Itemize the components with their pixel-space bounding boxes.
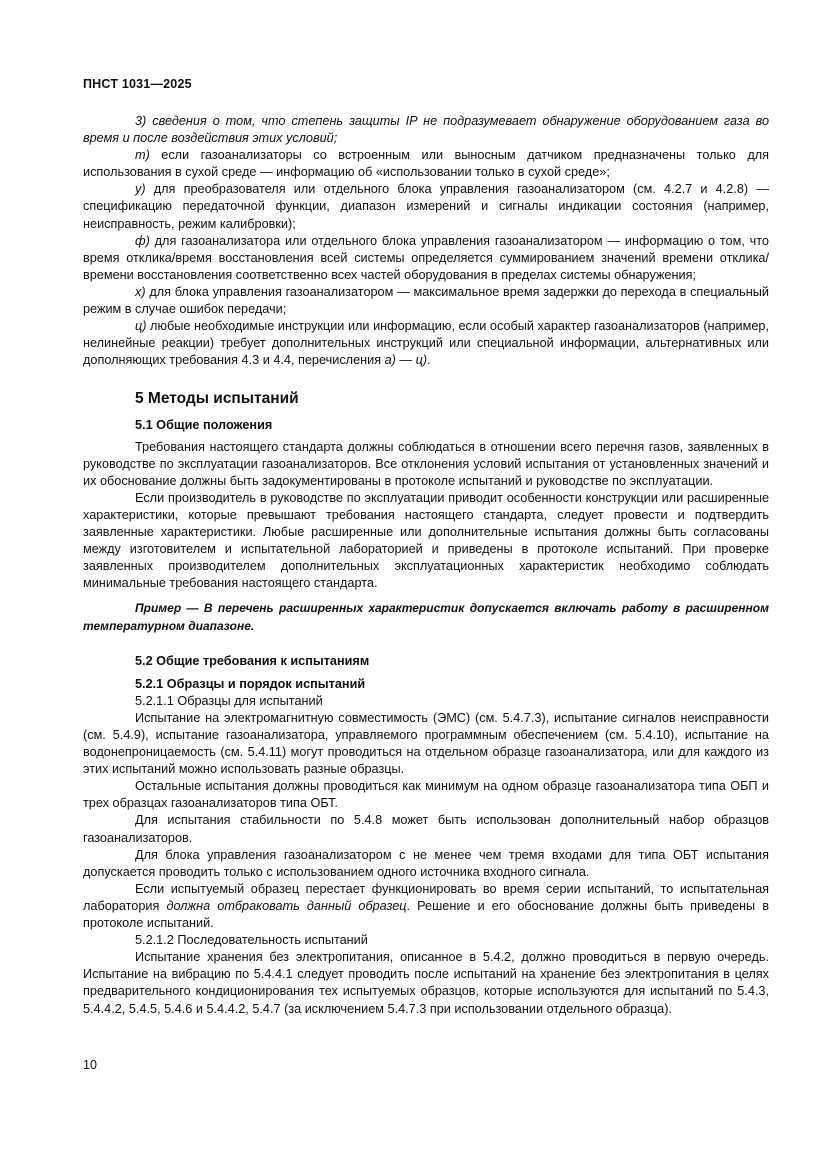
- page-number: 10: [83, 1058, 97, 1072]
- paragraph: Для испытания стабильности по 5.4.8 может быть использован дополнительный набор образцов газоанализаторов.: [83, 813, 769, 845]
- paragraph: Требования настоящего стандарта должны соблюдаться в отношении всего перечня газов, заявленных в руководстве по эксплуатации газоанализаторов. Все отклонения условий испытания от установленных значений и их обоснование должны быть задокументированы в протоколе испытаний и руководстве по эксплуатации.: [83, 439, 769, 488]
- paragraph: Если производитель в руководстве по эксплуатации приводит особенности конструкции или расширенные характеристики, которые превышают требования настоящего стандарта, следует провести и подтвердить заявленные характеристики. Любые расширенные или дополнительные испытания должны быть согласованы между изготовителем и испытательной лабораторией и приведены в протоколе испытаний. При проверке заявленных производителем дополнительных эксплуатационных характеристик необходимо соблюдать минимальные требования настоящего стандарта.: [83, 490, 769, 591]
- paragraph: Если испытуемый образец перестает функционировать во время серии испытаний, то испытательная лаборатория должна отбраковать данный образец. Решение и его обоснование должны быть приведены в протоколе испытаний.: [83, 881, 769, 931]
- section-5-2-1-heading: 5.2.1 Образцы и порядок испытаний: [135, 676, 366, 691]
- paragraph: Испытание на электромагнитную совместимость (ЭМС) (см. 5.4.7.3), испытание сигналов неисправности (см. 5.4.9), испытание газоанализатора, управляемого программным обеспечением (см. 5.4.10), испытание на водонепроницаемость (см. 5.4.11) могут проводиться на отдельном образце газоанализатора, или для каждого из этих испытаний можно использовать разные образцы.: [83, 710, 769, 777]
- list-item-u: у) для преобразователя или отдельного блока управления газоанализатором (см. 4.2.7 и 4.2.8) — спецификацию передаточной функции, диапазон измерений и сигналы индикации состояния (например, неисправность, режим калибровки);: [83, 182, 769, 231]
- list-item-kh: х) для блока управления газоанализатором — максимальное время задержки до перехода в специальный режим в случае ошибок передачи;: [83, 284, 769, 317]
- list-item-z: 3) сведения о том, что степень защиты IP не подразумевает обнаружение оборудованием газа во время и после воздействия этих условий;: [83, 114, 770, 146]
- section-5-2-heading: 5.2 Общие требования к испытаниям: [135, 653, 370, 668]
- paragraph: Остальные испытания должны проводиться как минимум на одном образце газоанализатора типа ОБП и трех образцах газоанализаторов типа ОБТ.: [83, 779, 769, 811]
- list-item-ts: ц) любые необходимые инструкции или информацию, если особый характер газоанализаторов (например, нелинейные реакции) требует дополнительных инструкций или специальной информации, альтернативных или дополняющих требования 4.3 и 4.4, перечисления а) — ц).: [83, 319, 769, 368]
- paragraph: Для блока управления газоанализатором с не менее чем тремя входами для типа ОБТ испытания допускается проводить только с использованием одного источника входного сигнала.: [83, 847, 769, 879]
- list-item-f: ф) для газоанализатора или отдельного блока управления газоанализатором — информацию о том, что время отклика/время восстановления всей системы определяется суммированием значений времени отклика/времени восстановления соответственно всех частей оборудования в пределах системы обнаружения;: [83, 233, 769, 282]
- section-5-heading: 5 Методы испытаний: [135, 390, 299, 408]
- section-5-1-heading: 5.1 Общие положения: [135, 417, 273, 432]
- document-header: ПНСТ 1031—2025: [83, 77, 192, 91]
- example-note: Пример — В перечень расширенных характеристик допускается включать работу в расширенном температурном диапазоне.: [83, 601, 769, 633]
- list-item-t: т) если газоанализаторы со встроенным или выносным датчиком предназначены только для использования в сухой среде — информацию об «использовании только в сухой среде»;: [83, 148, 770, 180]
- section-5-2-1-2-heading: 5.2.1.2 Последовательность испытаний: [135, 933, 368, 948]
- paragraph: Испытание хранения без электропитания, описанное в 5.4.2, должно проводиться в первую очередь. Испытание на вибрацию по 5.4.4.1 следует проводить после испытаний на хранение без электропитания в целях предварительного кондиционирования тех испытуемых образцов, которые используются для испытаний по 5.4.3, 5.4.4.2, 5.4.5, 5.4.6 и 5.4.4.2, 5.4.7 (за исключением 5.4.7.3 при использовании отдельного образца).: [83, 950, 769, 1016]
- document-body: [83, 113, 769, 1018]
- section-5-2-1-1-heading: 5.2.1.1 Образцы для испытаний: [135, 693, 323, 708]
